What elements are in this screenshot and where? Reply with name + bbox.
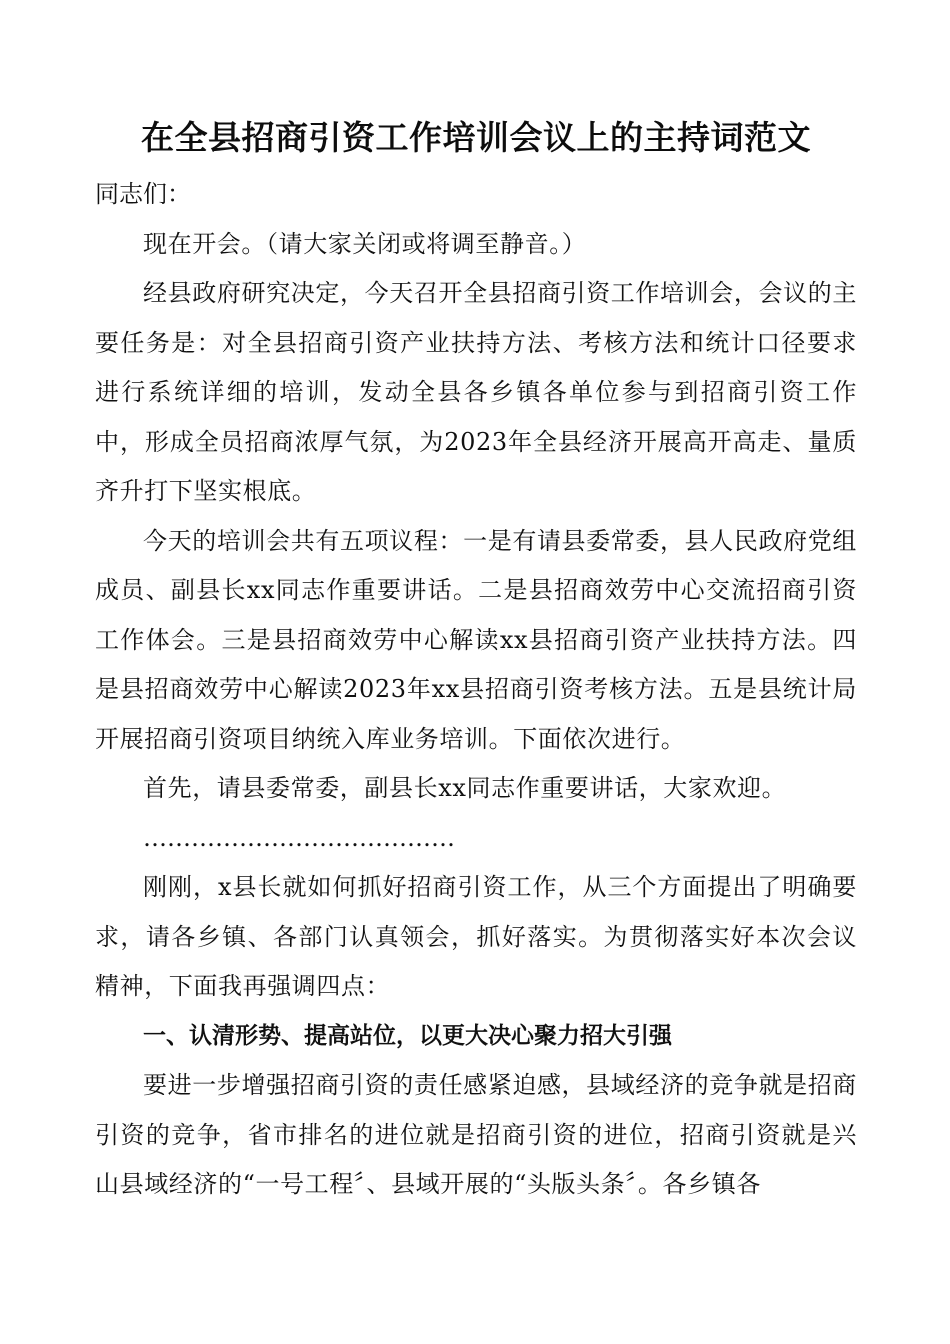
section-heading-1: 一、认清形势、提高站位，以更大决心聚力招大引强 — [143, 1022, 672, 1049]
paragraph-agenda: 今天的培训会共有五项议程：一是有请县委常委，县人民政府党组成员、副县长xx同志作重要讲话。二是县招商效劳中心交流招商引资工作体会。三是县招商效劳中心解读xx县招商引资产业扶持方法。四是县招商效劳中心解读2023年xx县招商引资考核方法。五是县统计局开展招商引资项目纳统入库业务培训。下面依次进行。 — [95, 526, 857, 753]
paragraph-section-1: 要进一步增强招商引资的责任感紧迫感，县域经济的竞争就是招商引资的竞争，省市排名的进位就是招商引资的进位，招商引资就是兴山县域经济的“一号工程〞、县域开展的“头版头条〞。各乡镇各 — [95, 1071, 857, 1198]
paragraph-meeting-purpose: 经县政府研究决定，今天召开全县招商引资工作培训会，会议的主要任务是：对全县招商引资产业扶持方法、考核方法和统计口径要求进行系统详细的培训，发动全县各乡镇各单位参与到招商引资工作中，形成全员招商浓厚气氛，为2023年全县经济开展高开高走、量质齐升打下坚实根底。 — [95, 279, 857, 505]
document-title: 在全县招商引资工作培训会议上的主持词范文 — [141, 118, 811, 157]
paragraph-invite-speech: 首先，请县委常委，副县长xx同志作重要讲话，大家欢迎。 — [143, 774, 787, 802]
paragraph-opening: 现在开会。（请大家关闭或将调至静音。） — [143, 229, 587, 258]
salutation: 同志们： — [95, 180, 191, 208]
document-page — [95, 112, 857, 1210]
ellipsis-separator: ………………………………… — [143, 823, 455, 852]
paragraph-summary: 刚刚，x县长就如何抓好招商引资工作，从三个方面提出了明确要求，请各乡镇、各部门认真领会，抓好落实。为贯彻落实好本次会议精神，下面我再强调四点： — [95, 873, 857, 1000]
